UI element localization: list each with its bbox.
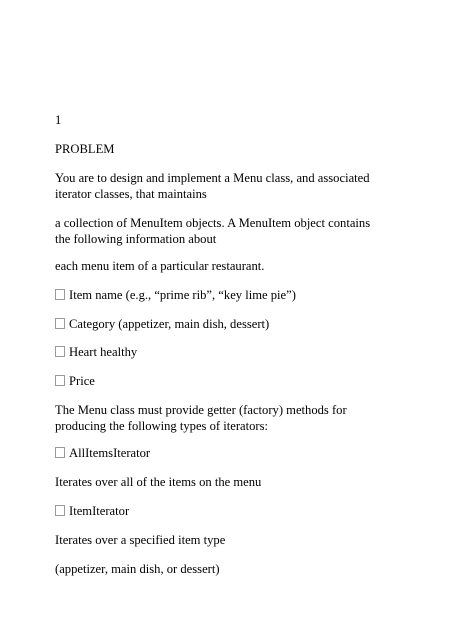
- missing-glyph-box-icon: [55, 318, 65, 329]
- heading: PROBLEM: [55, 142, 115, 156]
- list-item: [55, 445, 395, 462]
- missing-glyph-box-icon: [55, 289, 65, 300]
- paragraph-line: Iterates over all of the items on the menu: [55, 475, 262, 489]
- missing-glyph-box-icon: [55, 447, 65, 458]
- paragraph-line: a collection of MenuItem objects. A MenuItem object contains: [55, 216, 371, 230]
- paragraph-line: You are to design and implement a Menu class, and associated: [55, 171, 370, 185]
- page-number: 1: [55, 113, 62, 127]
- list-item-label: Heart healthy: [69, 345, 138, 359]
- paragraph-line: producing the following types of iterators:: [55, 419, 268, 433]
- paragraph-line: each menu item of a particular restaurant.: [55, 259, 265, 273]
- list-item-label: Price: [69, 374, 95, 388]
- paragraph-line: Iterates over a specified item type: [55, 533, 226, 547]
- list-item: [55, 287, 395, 304]
- list-item: [55, 373, 395, 390]
- missing-glyph-box-icon: [55, 375, 65, 386]
- list-item: [55, 316, 395, 333]
- paragraph-line: The Menu class must provide getter (factory) methods for: [55, 403, 347, 417]
- paragraph-line: iterator classes, that maintains: [55, 187, 207, 201]
- list-item-label: ItemIterator: [69, 504, 130, 518]
- missing-glyph-box-icon: [55, 346, 65, 357]
- paragraph-line: the following information about: [55, 232, 217, 246]
- list-item-label: Item name (e.g., “prime rib”, “key lime pie”): [69, 288, 296, 302]
- list-item: [55, 503, 395, 520]
- paragraph-line: (appetizer, main dish, or dessert): [55, 562, 220, 576]
- list-item: [55, 344, 395, 361]
- list-item-label: AllItemsIterator: [69, 446, 151, 460]
- missing-glyph-box-icon: [55, 505, 65, 516]
- list-item-label: Category (appetizer, main dish, dessert): [69, 317, 270, 331]
